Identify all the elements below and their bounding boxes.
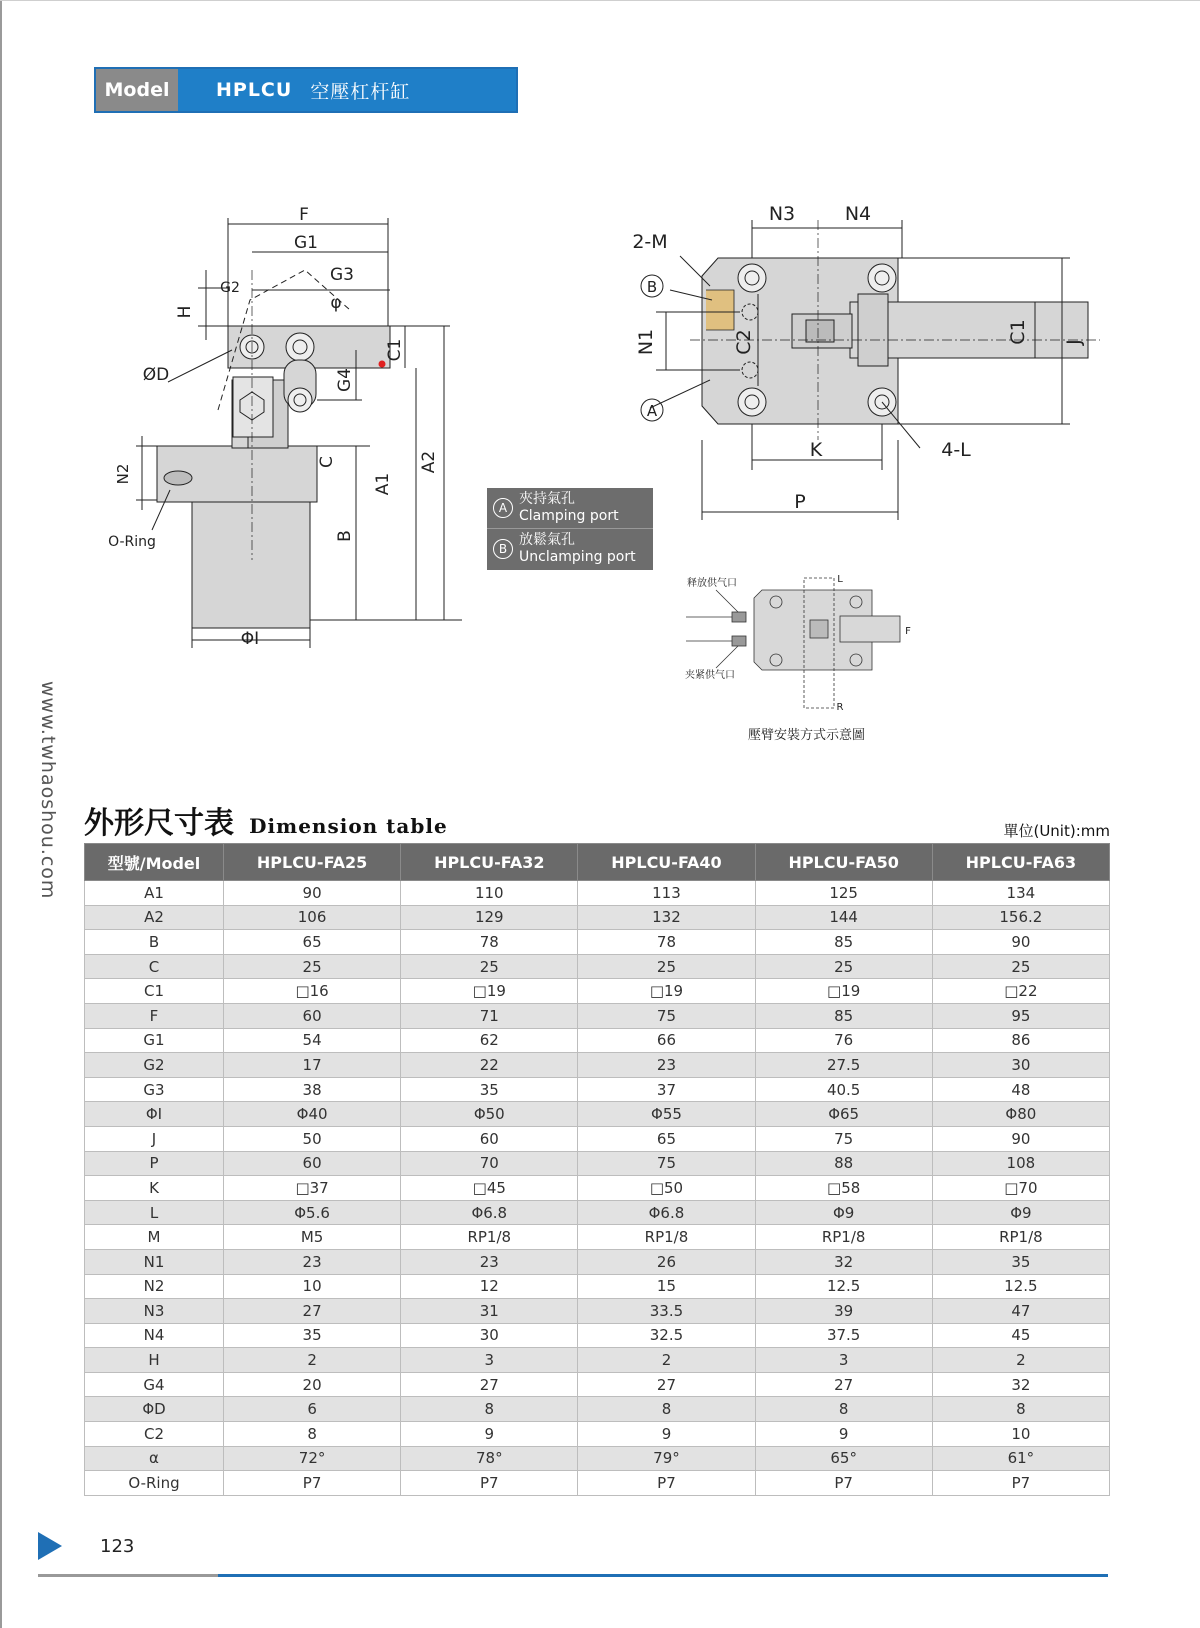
table-row [85, 1372, 1110, 1397]
row-parameter: G4 [85, 1372, 224, 1397]
release-port-label: 释放供气口 [687, 578, 737, 589]
dim-N3: N3 [768, 203, 796, 225]
arm-mount-diagram [676, 570, 926, 715]
table-cell: 61° [932, 1446, 1109, 1471]
table-cell: 27 [578, 1372, 755, 1397]
table-cell: 10 [932, 1422, 1109, 1447]
table-cell: 32 [932, 1372, 1109, 1397]
table-cell: 12.5 [932, 1274, 1109, 1299]
table-cell: P7 [578, 1471, 755, 1496]
row-parameter: O-Ring [85, 1471, 224, 1496]
table-cell: 27 [755, 1372, 932, 1397]
table-cell: 144 [755, 905, 932, 930]
table-row [85, 1077, 1110, 1102]
table-cell: 38 [224, 1077, 401, 1102]
table-cell: 31 [401, 1299, 578, 1324]
row-parameter: P [85, 1151, 224, 1176]
table-cell: 33.5 [578, 1299, 755, 1324]
table-cell: 6 [224, 1397, 401, 1422]
table-cell: □37 [224, 1176, 401, 1201]
table-cell: □22 [932, 979, 1109, 1004]
table-cell: 66 [578, 1028, 755, 1053]
table-cell: 8 [401, 1397, 578, 1422]
dim-I: ΦI [240, 629, 260, 649]
table-cell: 3 [755, 1348, 932, 1373]
table-cell: 39 [755, 1299, 932, 1324]
dim-J: J [1063, 339, 1085, 345]
table-cell: 27 [224, 1299, 401, 1324]
table-row [85, 1176, 1110, 1201]
table-cell: □19 [401, 979, 578, 1004]
table-cell: 8 [755, 1397, 932, 1422]
table-title-en: Dimension table [249, 814, 448, 838]
row-parameter: M [85, 1225, 224, 1250]
table-cell: 35 [224, 1323, 401, 1348]
table-cell: 54 [224, 1028, 401, 1053]
table-row [85, 1003, 1110, 1028]
table-cell: 156.2 [932, 905, 1109, 930]
table-cell: 62 [401, 1028, 578, 1053]
table-cell: P7 [932, 1471, 1109, 1496]
table-cell: 90 [932, 1126, 1109, 1151]
dim-C1: C1 [385, 338, 405, 362]
dim-K: K [809, 439, 823, 461]
table-cell: 27 [401, 1372, 578, 1397]
table-cell: □19 [578, 979, 755, 1004]
row-parameter: K [85, 1176, 224, 1201]
table-cell: 47 [932, 1299, 1109, 1324]
dim-B: B [335, 530, 355, 542]
table-cell: 113 [578, 881, 755, 906]
mount-diagram-caption: 壓臂安裝方式示意圖 [748, 728, 866, 743]
table-cell: 65 [224, 930, 401, 955]
page-number: 123 [100, 1536, 135, 1557]
row-parameter: C2 [85, 1422, 224, 1447]
table-cell: 95 [932, 1003, 1109, 1028]
table-cell: Φ65 [755, 1102, 932, 1127]
table-cell: 90 [224, 881, 401, 906]
port-B-label: B [646, 278, 658, 296]
table-title-cn: 外形尺寸表 [84, 806, 234, 841]
side-url-text: www.twhaoshou.com [37, 681, 59, 900]
dim-G1: G1 [294, 233, 318, 253]
row-parameter: G1 [85, 1028, 224, 1053]
row-parameter: N1 [85, 1249, 224, 1274]
table-cell: 86 [932, 1028, 1109, 1053]
dim-P: P [794, 491, 806, 513]
table-cell: 65 [578, 1126, 755, 1151]
dim-G2: G2 [220, 280, 240, 296]
table-cell: 2 [578, 1348, 755, 1373]
row-parameter: A1 [85, 881, 224, 906]
dim-A2: A2 [419, 450, 439, 474]
table-cell: 25 [224, 954, 401, 979]
table-cell: RP1/8 [755, 1225, 932, 1250]
table-cell: 30 [401, 1323, 578, 1348]
table-cell: 17 [224, 1053, 401, 1078]
table-cell: 60 [224, 1151, 401, 1176]
table-cell: 48 [932, 1077, 1109, 1102]
dim-G4: G4 [335, 368, 355, 392]
header-fa32: HPLCU-FA32 [401, 844, 578, 881]
table-cell: 85 [755, 1003, 932, 1028]
table-cell: Φ50 [401, 1102, 578, 1127]
table-cell: 23 [401, 1249, 578, 1274]
table-cell: 65° [755, 1446, 932, 1471]
row-parameter: B [85, 930, 224, 955]
row-parameter: N3 [85, 1299, 224, 1324]
dim-oring: O-Ring [108, 534, 156, 550]
table-cell: 3 [401, 1348, 578, 1373]
table-row [85, 1102, 1110, 1127]
table-cell: □70 [932, 1176, 1109, 1201]
table-cell: 60 [224, 1003, 401, 1028]
table-cell: 90 [932, 930, 1109, 955]
dim-N2: N2 [114, 463, 132, 485]
table-cell: Φ40 [224, 1102, 401, 1127]
page-arrow-icon [38, 1532, 62, 1560]
table-cell: RP1/8 [401, 1225, 578, 1250]
row-parameter: α [85, 1446, 224, 1471]
table-cell: 108 [932, 1151, 1109, 1176]
table-cell: 25 [578, 954, 755, 979]
table-cell: Φ5.6 [224, 1200, 401, 1225]
port-legend [487, 488, 653, 570]
table-cell: □50 [578, 1176, 755, 1201]
table-cell: 78° [401, 1446, 578, 1471]
table-cell: 88 [755, 1151, 932, 1176]
table-row [85, 1397, 1110, 1422]
dim-D: ØD [142, 365, 170, 385]
table-cell: 25 [932, 954, 1109, 979]
table-cell: 20 [224, 1372, 401, 1397]
table-cell: 71 [401, 1003, 578, 1028]
table-cell: 134 [932, 881, 1109, 906]
port-A-label: A [646, 402, 658, 420]
footer-rule-blue [218, 1574, 1108, 1577]
table-cell: 37 [578, 1077, 755, 1102]
row-parameter: F [85, 1003, 224, 1028]
table-cell: 37.5 [755, 1323, 932, 1348]
table-row [85, 1274, 1110, 1299]
table-cell: RP1/8 [578, 1225, 755, 1250]
table-cell: □16 [224, 979, 401, 1004]
table-cell: 78 [401, 930, 578, 955]
dim-G3: G3 [330, 265, 354, 285]
dimension-table [84, 843, 1110, 1496]
table-row [85, 1151, 1110, 1176]
table-cell: 30 [932, 1053, 1109, 1078]
table-cell: 9 [578, 1422, 755, 1447]
table-title [84, 798, 448, 842]
table-cell: 79° [578, 1446, 755, 1471]
table-cell: 25 [401, 954, 578, 979]
legend-row-clamping [487, 488, 653, 529]
table-cell: 23 [578, 1053, 755, 1078]
table-cell: □58 [755, 1176, 932, 1201]
dim-alpha: φ [330, 293, 342, 313]
table-cell: 35 [401, 1077, 578, 1102]
legend-letter-a: A [493, 498, 513, 518]
table-cell: 75 [755, 1126, 932, 1151]
table-row [85, 1323, 1110, 1348]
page-frame-top [0, 0, 1200, 1]
dim-N4: N4 [844, 203, 872, 225]
table-row [85, 1200, 1110, 1225]
table-cell: 106 [224, 905, 401, 930]
table-cell: P7 [755, 1471, 932, 1496]
dim-C1-right: C1 [1007, 319, 1029, 345]
table-cell: Φ9 [755, 1200, 932, 1225]
table-row [85, 930, 1110, 955]
legend-row-unclamping [487, 529, 653, 569]
unit-label: 單位(Unit):mm [1003, 822, 1110, 840]
table-cell: RP1/8 [932, 1225, 1109, 1250]
table-cell: 70 [401, 1151, 578, 1176]
table-row [85, 1299, 1110, 1324]
row-parameter: ΦI [85, 1102, 224, 1127]
table-row [85, 954, 1110, 979]
table-cell: 125 [755, 881, 932, 906]
table-cell: M5 [224, 1225, 401, 1250]
product-code: HPLCU [216, 79, 293, 101]
model-label: Model [96, 69, 178, 111]
table-cell: 15 [578, 1274, 755, 1299]
table-cell: □19 [755, 979, 932, 1004]
header-fa50: HPLCU-FA50 [755, 844, 932, 881]
table-body [85, 881, 1110, 1496]
table-row [85, 1446, 1110, 1471]
dim-C: C [317, 456, 337, 468]
table-cell: 12 [401, 1274, 578, 1299]
table-row [85, 881, 1110, 906]
dim-N1: N1 [635, 328, 657, 356]
table-cell: 132 [578, 905, 755, 930]
row-parameter: J [85, 1126, 224, 1151]
table-cell: Φ55 [578, 1102, 755, 1127]
dim-C2: C2 [733, 329, 755, 355]
header-fa40: HPLCU-FA40 [578, 844, 755, 881]
dim-F: F [299, 205, 309, 225]
table-row [85, 1348, 1110, 1373]
table-cell: 110 [401, 881, 578, 906]
table-cell: 9 [401, 1422, 578, 1447]
table-cell: 2 [224, 1348, 401, 1373]
footer-rule-gray [38, 1574, 218, 1577]
dim-H: H [175, 305, 195, 319]
row-parameter: A2 [85, 905, 224, 930]
header-fa25: HPLCU-FA25 [224, 844, 401, 881]
product-title [178, 69, 516, 111]
table-cell: 9 [755, 1422, 932, 1447]
table-cell: □45 [401, 1176, 578, 1201]
table-cell: 2 [932, 1348, 1109, 1373]
table-cell: 8 [224, 1422, 401, 1447]
table-row [85, 905, 1110, 930]
table-cell: Φ6.8 [578, 1200, 755, 1225]
table-cell: 45 [932, 1323, 1109, 1348]
side-view-drawing [100, 200, 480, 670]
table-cell: 8 [932, 1397, 1109, 1422]
dim-4L: 4-L [941, 439, 971, 461]
table-cell: 72° [224, 1446, 401, 1471]
mount-R-label: R [836, 702, 844, 713]
table-cell: 12.5 [755, 1274, 932, 1299]
row-parameter: L [85, 1200, 224, 1225]
table-row [85, 1053, 1110, 1078]
clamp-port-label: 夹紧供气口 [685, 670, 735, 681]
table-cell: 60 [401, 1126, 578, 1151]
row-parameter: G2 [85, 1053, 224, 1078]
table-cell: P7 [224, 1471, 401, 1496]
top-view-drawing [620, 190, 1100, 530]
table-cell: P7 [401, 1471, 578, 1496]
header-model: 型號/Model [85, 844, 224, 881]
dim-A1: A1 [373, 472, 393, 496]
legend-letter-b: B [493, 539, 513, 559]
dim-2M: 2-M [632, 231, 668, 253]
header-fa63: HPLCU-FA63 [932, 844, 1109, 881]
table-cell: 22 [401, 1053, 578, 1078]
table-cell: 10 [224, 1274, 401, 1299]
table-header-row [85, 844, 1110, 881]
mount-L-label: L [837, 574, 843, 585]
row-parameter: N4 [85, 1323, 224, 1348]
row-parameter: C1 [85, 979, 224, 1004]
row-parameter: C [85, 954, 224, 979]
table-cell: 50 [224, 1126, 401, 1151]
row-parameter: ΦD [85, 1397, 224, 1422]
table-row [85, 1028, 1110, 1053]
side-url [28, 680, 59, 900]
table-cell: 40.5 [755, 1077, 932, 1102]
table-cell: 26 [578, 1249, 755, 1274]
row-parameter: G3 [85, 1077, 224, 1102]
table-cell: 85 [755, 930, 932, 955]
legend-unclamping-cn: 放鬆氣孔 [519, 532, 575, 548]
legend-clamping-en: Clamping port [519, 508, 619, 524]
legend-unclamping-en: Unclamping port [519, 549, 636, 565]
table-cell: 78 [578, 930, 755, 955]
row-parameter: H [85, 1348, 224, 1373]
table-cell: 35 [932, 1249, 1109, 1274]
mount-F-label: F [905, 626, 911, 637]
table-row [85, 1126, 1110, 1151]
table-row [85, 1471, 1110, 1496]
table-cell: Φ80 [932, 1102, 1109, 1127]
table-row [85, 1249, 1110, 1274]
table-row [85, 1422, 1110, 1447]
table-cell: 25 [755, 954, 932, 979]
table-cell: 75 [578, 1151, 755, 1176]
row-parameter: N2 [85, 1274, 224, 1299]
page-frame-left [0, 0, 2, 1628]
table-cell: 129 [401, 905, 578, 930]
model-header [94, 67, 518, 113]
table-cell: 75 [578, 1003, 755, 1028]
product-name: 空壓杠杆缸 [310, 80, 411, 103]
table-cell: 32.5 [578, 1323, 755, 1348]
table-cell: 32 [755, 1249, 932, 1274]
table-cell: 23 [224, 1249, 401, 1274]
table-cell: 27.5 [755, 1053, 932, 1078]
table-cell: 76 [755, 1028, 932, 1053]
table-cell: Φ9 [932, 1200, 1109, 1225]
table-row [85, 1225, 1110, 1250]
table-row [85, 979, 1110, 1004]
table-cell: 8 [578, 1397, 755, 1422]
legend-clamping-cn: 夾持氣孔 [519, 491, 575, 507]
table-cell: Φ6.8 [401, 1200, 578, 1225]
